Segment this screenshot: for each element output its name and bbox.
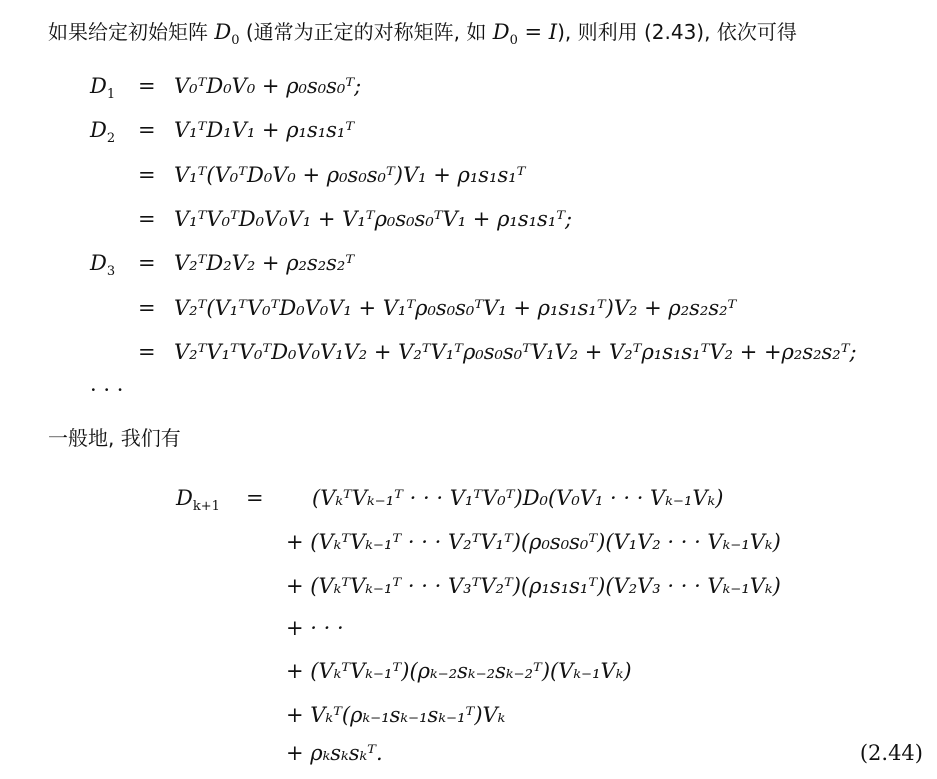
block1-rhs: V₁ᵀV₀ᵀD₀V₀V₁ + V₁ᵀρ₀s₀s₀ᵀV₁ + ρ₁s₁s₁ᵀ; — [174, 207, 573, 231]
block2-row: + Vₖᵀ(ρₖ₋₁sₖ₋₁sₖ₋₁ᵀ)Vₖ — [286, 703, 506, 727]
block2-lhs: $D_{k+1}$ — [176, 486, 220, 514]
block1-rhs: V₂ᵀD₂V₂ + ρ₂s₂s₂ᵀ — [174, 251, 355, 275]
block2-row: + (VₖᵀVₖ₋₁ᵀ)(ρₖ₋₂sₖ₋₂sₖ₋₂ᵀ)(Vₖ₋₁Vₖ) — [286, 659, 632, 683]
block1-rhs: V₁ᵀD₁V₁ + ρ₁s₁s₁ᵀ — [174, 118, 355, 142]
intro-line — [48, 20, 797, 48]
block1-rhs: V₀ᵀD₀V₀ + ρ₀s₀s₀ᵀ; — [174, 74, 362, 98]
block2-row: + (VₖᵀVₖ₋₁ᵀ · · · V₃ᵀV₂ᵀ)(ρ₁s₁s₁ᵀ)(V₂V₃ · · · Vₖ₋₁Vₖ) — [286, 574, 781, 598]
block1-lhs-d2: $D_2$ — [90, 118, 116, 146]
block2-row: (VₖᵀVₖ₋₁ᵀ · · · V₁ᵀV₀ᵀ)D₀(V₀V₁ · · · Vₖ₋₁Vₖ) — [312, 486, 724, 510]
block1-lhs-d1: $D_1$ — [90, 74, 116, 102]
block1-rel: = — [138, 163, 156, 187]
block1-rel: = — [138, 296, 156, 320]
block1-rhs: V₁ᵀ(V₀ᵀD₀V₀ + ρ₀s₀s₀ᵀ)V₁ + ρ₁s₁s₁ᵀ — [174, 163, 526, 187]
block1-ellipsis: · · · — [90, 378, 124, 402]
block1-rel: = — [138, 340, 156, 364]
equation-tag: (2.44) — [859, 741, 923, 765]
intro-d0: $D_0$ — [214, 20, 240, 48]
block1-rhs: V₂ᵀ(V₁ᵀV₀ᵀD₀V₀V₁ + V₁ᵀρ₀s₀s₀ᵀV₁ + ρ₁s₁s₁ᵀ)V₂ + ρ₂s₂s₂ᵀ — [174, 296, 737, 320]
block2-row: + · · · — [286, 616, 344, 640]
block1-lhs-d3: $D_3$ — [90, 251, 116, 279]
general-text: 一般地, 我们有 — [48, 426, 181, 450]
intro-text-mid: (通常为正定的对称矩阵, 如 — [239, 20, 493, 44]
block1-rel: = — [138, 207, 156, 231]
block2-row: + (VₖᵀVₖ₋₁ᵀ · · · V₂ᵀV₁ᵀ)(ρ₀s₀s₀ᵀ)(V₁V₂ · · · Vₖ₋₁Vₖ) — [286, 530, 781, 554]
block2-row: + ρₖsₖsₖᵀ. — [286, 741, 383, 765]
intro-d0-eq-i: $D_0 = I$ — [492, 20, 558, 48]
block2-rel: = — [246, 486, 264, 510]
block1-rel: = — [138, 251, 156, 275]
intro-text-post: ), 则利用 (2.43), 依次可得 — [557, 20, 797, 44]
intro-text-pre: 如果给定初始矩阵 — [48, 20, 215, 44]
block1-rel: = — [138, 74, 156, 98]
block1-rel: = — [138, 118, 156, 142]
block1-rhs: V₂ᵀV₁ᵀV₀ᵀD₀V₀V₁V₂ + V₂ᵀV₁ᵀρ₀s₀s₀ᵀV₁V₂ + V₂ᵀρ₁s₁s₁ᵀV₂ + +ρ₂s₂s₂ᵀ; — [174, 340, 857, 364]
